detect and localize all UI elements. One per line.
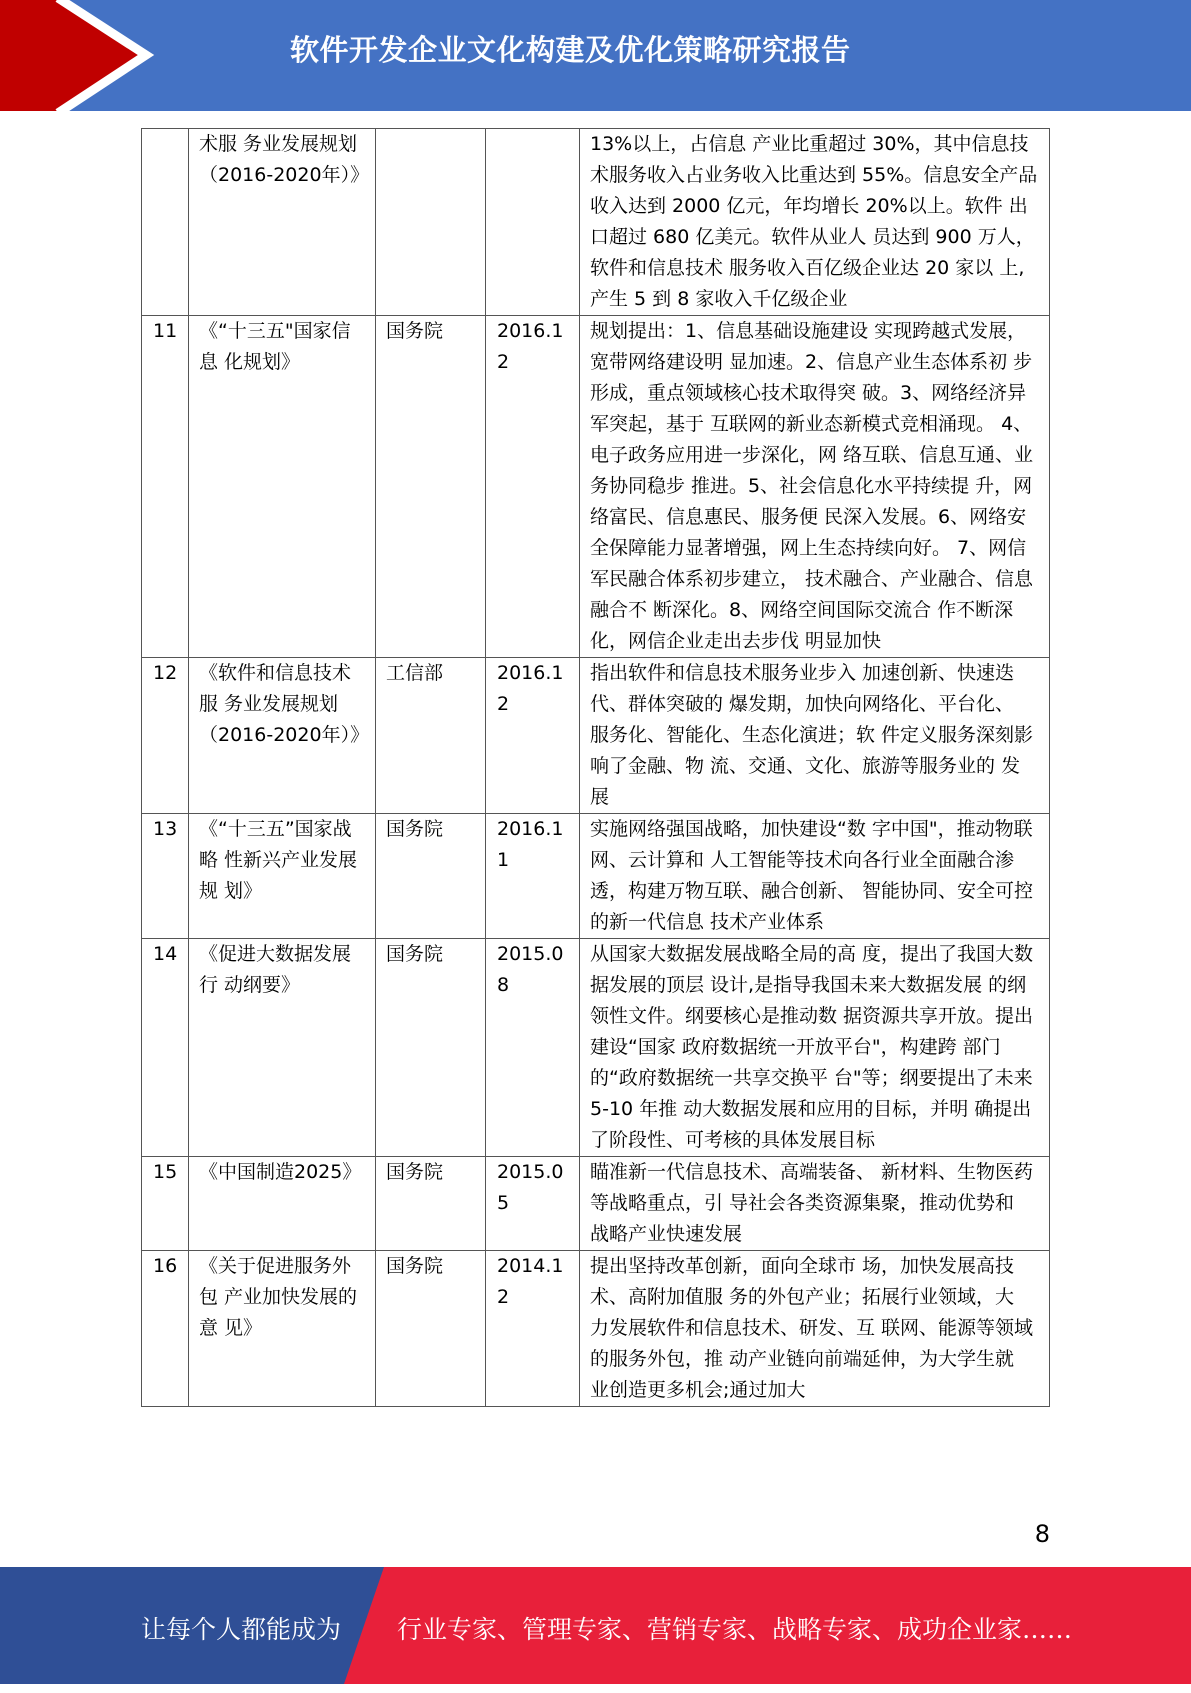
policy-name: 《“十三五”国家战略 性新兴产业发展规 划》 [189,814,376,939]
policy-table [141,128,1050,1407]
policy-content: 指出软件和信息技术服务业步入 加速创新、快速迭代、群体突破的 爆发期，加快向网络化、平台化、 服务化、智能化、生态化演进；软 件定义服务深刻影响了金融、物 流、交通、文化、旅游等服务业的 发展 [580,658,1050,814]
policy-content: 实施网络强国战略，加快建设“数 字中国"，推动物联网、云计算和 人工智能等技术向各行业全面融合渗透，构建万物互联、融合创新、 智能协同、安全可控的新一代信息 技术产业体系 [580,814,1050,939]
policy-name: 《软件和信息技术服 务业发展规划（2016-2020年）》 [189,658,376,814]
table-row [142,129,1050,316]
issuing-department: 国务院 [376,1157,486,1251]
policy-content: 13%以上，占信息 产业比重超过 30%，其中信息技 术服务收入占业务收入比重达到 55%。信息安全产品收入达到 2000 亿元，年均增长 20%以上。软件 出口超过 680 亿美元。软件从业人 员达到 900 万人，软件和信息技术 服务收入百亿级企业达 20 家以 上,产生 5 到 8 家收入千亿级企业 [580,129,1050,316]
footer-slogan-right: 行业专家、管理专家、营销专家、战略专家、成功企业家…… [397,1615,1073,1644]
issuing-department: 国务院 [376,316,486,658]
issuing-department: 国务院 [376,814,486,939]
issuing-department [376,129,486,316]
table-row [142,814,1050,939]
issue-date: 2014.12 [486,1251,580,1407]
page-number: 8 [1034,1520,1050,1548]
policy-name: 《促进大数据发展行 动纲要》 [189,939,376,1157]
row-number: 15 [142,1157,189,1251]
policy-content: 规划提出：1、信息基础设施建设 实现跨越式发展，宽带网络建设明 显加速。2、信息产业生态体系初 步形成，重点领域核心技术取得突 破。3、网络经济异军突起，基于 互联网的新业态新模式竞相涌现。 4、电子政务应用进一步深化，网 络互联、信息互通、业务协同稳步 推进。5、社会信息化水平持续提 升，网络富民、信息惠民、服务便 民深入发展。6、网络安全保障能力显著增强，网上生态持续向好。 7、网信军民融合体系初步建立， 技术融合、产业融合、信息融合不 断深化。8、网络空间国际交流合 作不断深化，网信企业走出去步伐 明显加快 [580,316,1050,658]
policy-content: 从国家大数据发展战略全局的高 度，提出了我国大数据发展的顶层 设计,是指导我国未来大数据发展 的纲领性文件。纲要核心是推动数 据资源共享开放。提出建设“国家 政府数据统一开放平台"，构建跨 部门的“政府数据统一共享交换平 台"等；纲要提出了未来 5-10 年推 动大数据发展和应用的目标，并明 确提出了阶段性、可考核的具体发展目标 [580,939,1050,1157]
page-footer [0,1567,1191,1684]
issuing-department: 国务院 [376,1251,486,1407]
policy-content: 提出坚持改革创新，面向全球市 场，加快发展高技术、高附加值服 务的外包产业；拓展行业领域，大 力发展软件和信息技术、研发、互 联网、能源等领域的服务外包，推 动产业链向前端延伸，为大学生就 业创造更多机会;通过加大 [580,1251,1050,1407]
row-number: 11 [142,316,189,658]
row-number [142,129,189,316]
issue-date: 2016.12 [486,316,580,658]
policy-content: 瞄准新一代信息技术、高端装备、 新材料、生物医药等战略重点，引 导社会各类资源集聚，推动优势和 战略产业快速发展 [580,1157,1050,1251]
policy-name: 《关于促进服务外包 产业加快发展的意 见》 [189,1251,376,1407]
issuing-department: 工信部 [376,658,486,814]
page-header [0,0,1191,111]
issue-date: 2016.12 [486,658,580,814]
table-row [142,1157,1050,1251]
issue-date: 2015.05 [486,1157,580,1251]
table-row [142,1251,1050,1407]
policy-name: 《“十三五"国家信息 化规划》 [189,316,376,658]
row-number: 14 [142,939,189,1157]
issue-date: 2015.08 [486,939,580,1157]
row-number: 13 [142,814,189,939]
row-number: 16 [142,1251,189,1407]
policy-name: 《中国制造2025》 [189,1157,376,1251]
footer-slogan-left: 让每个人都能成为 [141,1615,342,1644]
issue-date [486,129,580,316]
row-number: 12 [142,658,189,814]
report-title: 软件开发企业文化构建及优化策略研究报告 [290,33,851,67]
table-row [142,316,1050,658]
table-row [142,658,1050,814]
table-row [142,939,1050,1157]
issuing-department: 国务院 [376,939,486,1157]
issue-date: 2016.11 [486,814,580,939]
policy-name: 术服 务业发展规划（2016-2020年）》 [189,129,376,316]
